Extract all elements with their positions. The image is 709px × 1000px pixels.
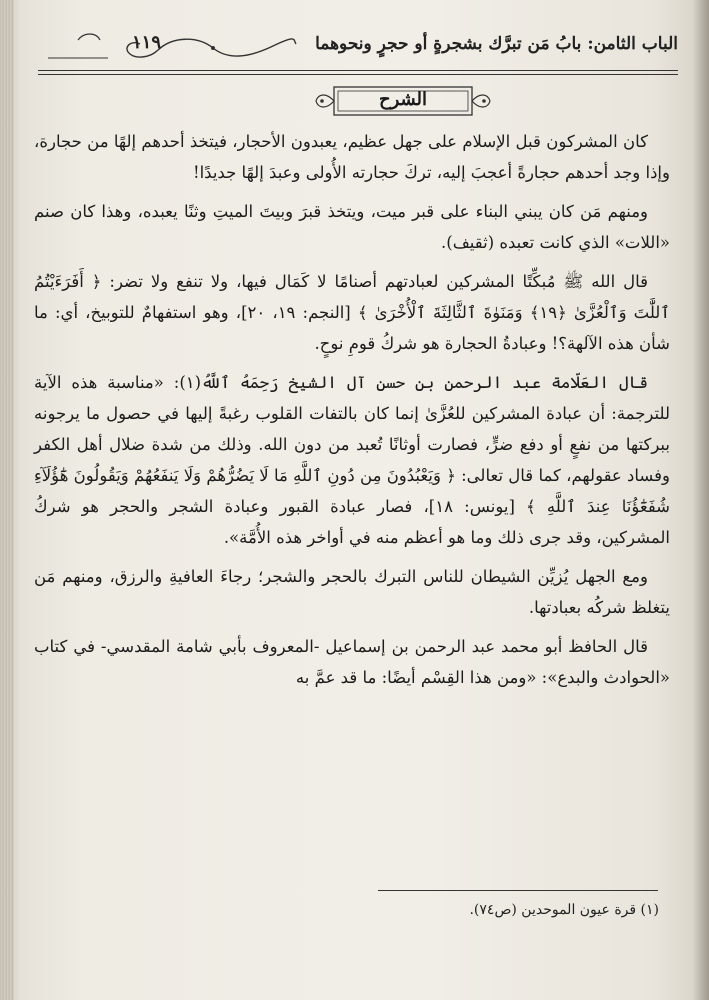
paragraph-6: قال الحافظ أبو محمد عبد الرحمن بن إسماعيل -المعروف بأبي شامة المقدسي- في كتاب «الحوادث والبدع»: «ومن هذا القِسْم أيضًا: ما قد عمَّ به bbox=[34, 637, 670, 687]
page-gutter-shadow bbox=[693, 0, 709, 1000]
section-heading-frame bbox=[312, 84, 494, 118]
body-text bbox=[34, 126, 670, 693]
footnote: (١) قرة عيون الموحدين (ص٧٤). bbox=[469, 902, 659, 918]
page-stack-edge bbox=[0, 0, 14, 1000]
footnote-rule bbox=[378, 890, 658, 891]
header-ornament bbox=[38, 28, 298, 68]
paragraph-4: قال العَلّامة عبد الرحمن بن حسن آل الشيخ رَحِمَهُ ٱللَّهُ(١): «مناسبة هذه الآية للترجمة: أن عبادة المشركين للعُزَّىٰ إنما كان بالتفات القلوب رغبةً إليها في حصول ما يرجونه ببركتها من نفعٍ أو دفع ضرٍّ، فصارت أوثانًا تُعبد من دون الله. وذلك من شدة ضلال أهل الكفر وفساد عقولهم، كما قال تعالى: ﴿ وَيَعْبُدُونَ مِن دُونِ ٱللَّهِ مَا لَا يَضُرُّهُمْ وَلَا يَنفَعُهُمْ وَيَقُولُونَ هَٰٓؤُلَآءِ شُفَعَٰٓؤُنَا عِندَ ٱللَّهِ ﴾ [يونس: ١٨]، فصار عبادة القبور وعبادة الشجر والحجر هو شركُ المشركين، وقد جرى ذلك وما هو أعظم منه في أواخر هذه الأُمَّة». bbox=[34, 373, 670, 547]
chapter-title: الباب الثامن: بابُ مَن تبرَّك بشجرةٍ أو حجرٍ ونحوهما bbox=[315, 34, 678, 54]
paragraph-1: كان المشركون قبل الإسلام على جهل عظيم، يعبدون الأحجار، فيتخذ أحدهم إلهًا من حجارة، وإذا وجد أحدهم حجارةً أعجبَ إليه، تركَ حجارته الأُولى وعبدَ إلهًا جديدًا! bbox=[34, 132, 670, 182]
page-number: ١١٩ bbox=[132, 32, 162, 53]
header-rule bbox=[38, 70, 678, 75]
running-header bbox=[38, 28, 678, 86]
paragraph-3: قال الله ﷺ مُبكِّتًا المشركين لعبادتهم أصنامًا لا كَمَال فيها، ولا تنفع ولا تضر: ﴿ أَفَرَءَيْتُمُ ٱللَّٰتَ وَٱلْعُزَّىٰ ﴿١٩﴾ وَمَنَوٰةَ ٱلثَّالِثَةَ ٱلْأُخْرَىٰ ﴾ [النجم: ١٩، ٢٠]، وهو استفهامٌ للتوبيخ، أي: ما شأن هذه الآلهة؟! وعبادةُ الحجارة هو شركُ قومِ نوحٍ. bbox=[34, 272, 670, 353]
section-title: الشرح bbox=[378, 89, 428, 110]
paragraph-5: ومع الجهل يُزيِّن الشيطان للناس التبرك بالحجر والشجر؛ رجاءَ العافيةِ والرزق، ومنهم مَن يتغلظ شركُه بعبادتها. bbox=[34, 567, 670, 617]
paragraph-2: ومنهم مَن كان يبني البناء على قبر ميت، ويتخذ قبرَ وبيتَ الميتِ وثنًا يعبده، وهذا كان صنم «اللات» الذي كانت تعبده (ثقيف). bbox=[34, 202, 670, 252]
